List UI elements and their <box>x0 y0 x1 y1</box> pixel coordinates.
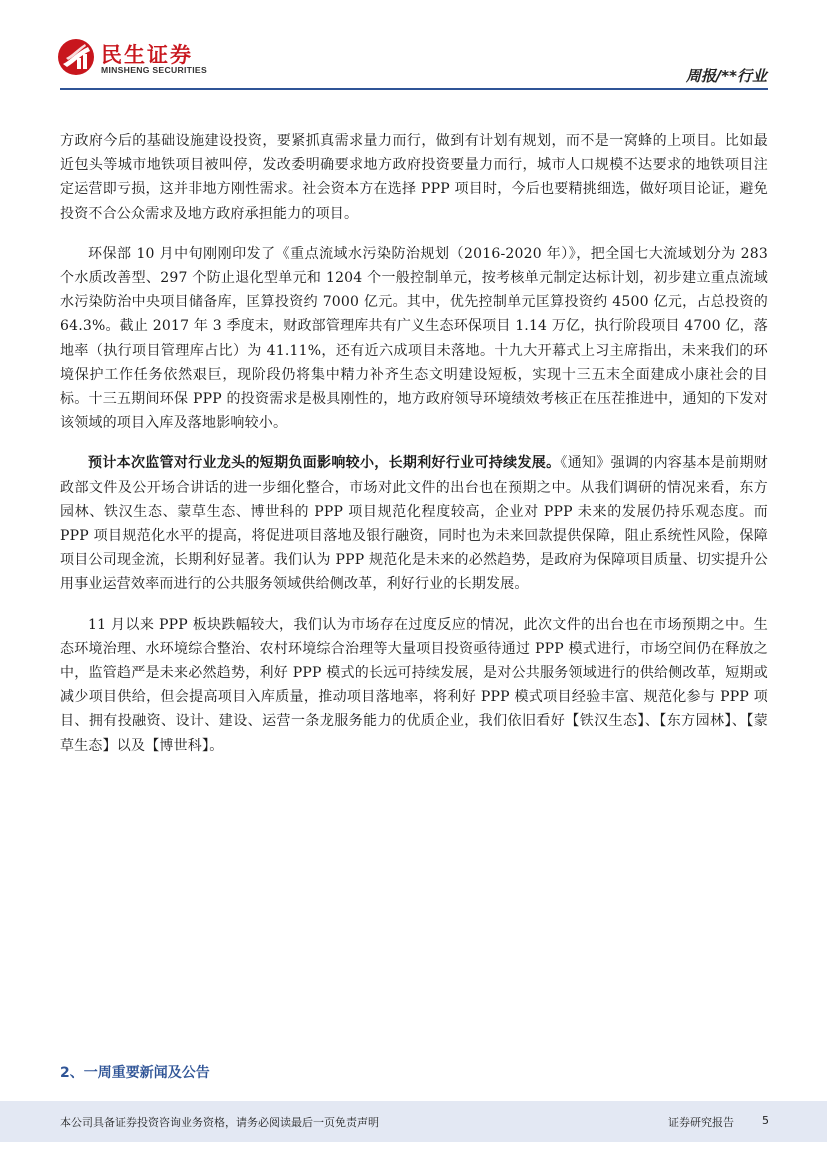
page-number: 5 <box>762 1114 769 1127</box>
logo-english-name: MINSHENG SECURITIES <box>101 65 207 75</box>
minsheng-logo <box>57 38 217 78</box>
paragraph-bold-lead: 预计本次监管对行业龙头的短期负面影响较小，长期利好行业可持续发展。 <box>88 455 561 472</box>
paragraph-text: 《通知》强调的内容基本是前期财政部文件及公开场合讲话的进一步细化整合，市场对此文件的出台也在预期之中。从我们调研的情况来看，东方园林、铁汉生态、蒙草生态、博世科的 PPP 项目规范化程度较高，企业对 PPP 未来的发展仍持乐观态度。而 PPP 项目规范化水平的提高，将促进项目落地及银行融资，同时也为未来回款提供保障，阻止系统性风险，保障项目公司现金流，长期利好显著。我们认为 PPP 规范化是未来的必然趋势，是政府为保障项目质量、切实提升公用事业运营效率而进行的公共服务领域供给侧改革，利好行业的长期发展。 <box>60 455 768 593</box>
report-category-label: 周报/**行业 <box>685 67 767 85</box>
section-heading: 2、一周重要新闻及公告 <box>60 1065 210 1081</box>
page-footer <box>0 1101 827 1142</box>
footer-disclaimer: 本公司具备证券投资咨询业务资格，请务必阅读最后一页免责声明 <box>60 1116 379 1129</box>
page-header <box>0 0 827 92</box>
footer-report-type: 证券研究报告 <box>668 1116 734 1129</box>
body-paragraph-4: 11 月以来 PPP 板块跌幅较大，我们认为市场存在过度反应的情况，此次文件的出台也在市场预期之中。生态环境治理、水环境综合整治、农村环境综合治理等大量项目投资亟待通过 PPP 模式进行，市场空间仍在释放之中，监管趋严是未来必然趋势，利好 PPP 模式的长远可持续发展，是对公共服务领域进行的供给侧改革，短期或减少项目供给，但会提高项目入库质量，推动项目落地率，将利好 PPP 模式项目经验丰富、规范化参与 PPP 项目、拥有投融资、设计、建设、运营一条龙服务能力的优质企业，我们依旧看好【铁汉生态】、【东方园林】、【蒙草生态】以及【博世科】。 <box>60 616 768 754</box>
minsheng-logo-icon <box>57 38 95 76</box>
report-body <box>60 129 768 774</box>
logo-chinese-name: 民生证券 <box>101 43 193 67</box>
body-paragraph-2: 环保部 10 月中旬刚刚印发了《重点流域水污染防治规划（2016-2020 年）》，把全国七大流域划分为 283 个水质改善型、297 个防止退化型单元和 1204 个一般控制单元，按考核单元制定达标计划，初步建立重点流域水污染防治中央项目储备库，匡算投资约 7000 亿元。其中，优先控制单元匡算投资约 4500 亿元，占总投资的 64.3%。截止 2017 年 3 季度末，财政部管理库共有广义生态环保项目 1.14 万亿，执行阶段项目 4700 亿，落地率（执行项目管理库占比）为 41.11%，还有近六成项目未落地。十九大开幕式上习主席指出，未来我们的环境保护工作任务依然艰巨，现阶段仍将集中精力补齐生态文明建设短板，实现十三五末全面建成小康社会的目标。十三五期间环保 PPP 的投资需求是极具刚性的，地方政府领导环境绩效考核正在压茬推进中，通知的下发对该领域的项目入库及落地影响较小。 <box>60 245 768 432</box>
header-divider <box>60 88 768 90</box>
body-paragraph-1: 方政府今后的基础设施建设投资，要紧抓真需求量力而行，做到有计划有规划，而不是一窝蜂的上项目。比如最近包头等城市地铁项目被叫停，发改委明确要求地方政府投资要量力而行，城市人口规模不达要求的地铁项目注定运营即亏损，这并非地方刚性需求。社会资本方在选择 PPP 项目时，今后也要精挑细选，做好项目论证，避免投资不合公众需求及地方政府承担能力的项目。 <box>60 133 768 222</box>
body-paragraph-3 <box>60 451 768 596</box>
